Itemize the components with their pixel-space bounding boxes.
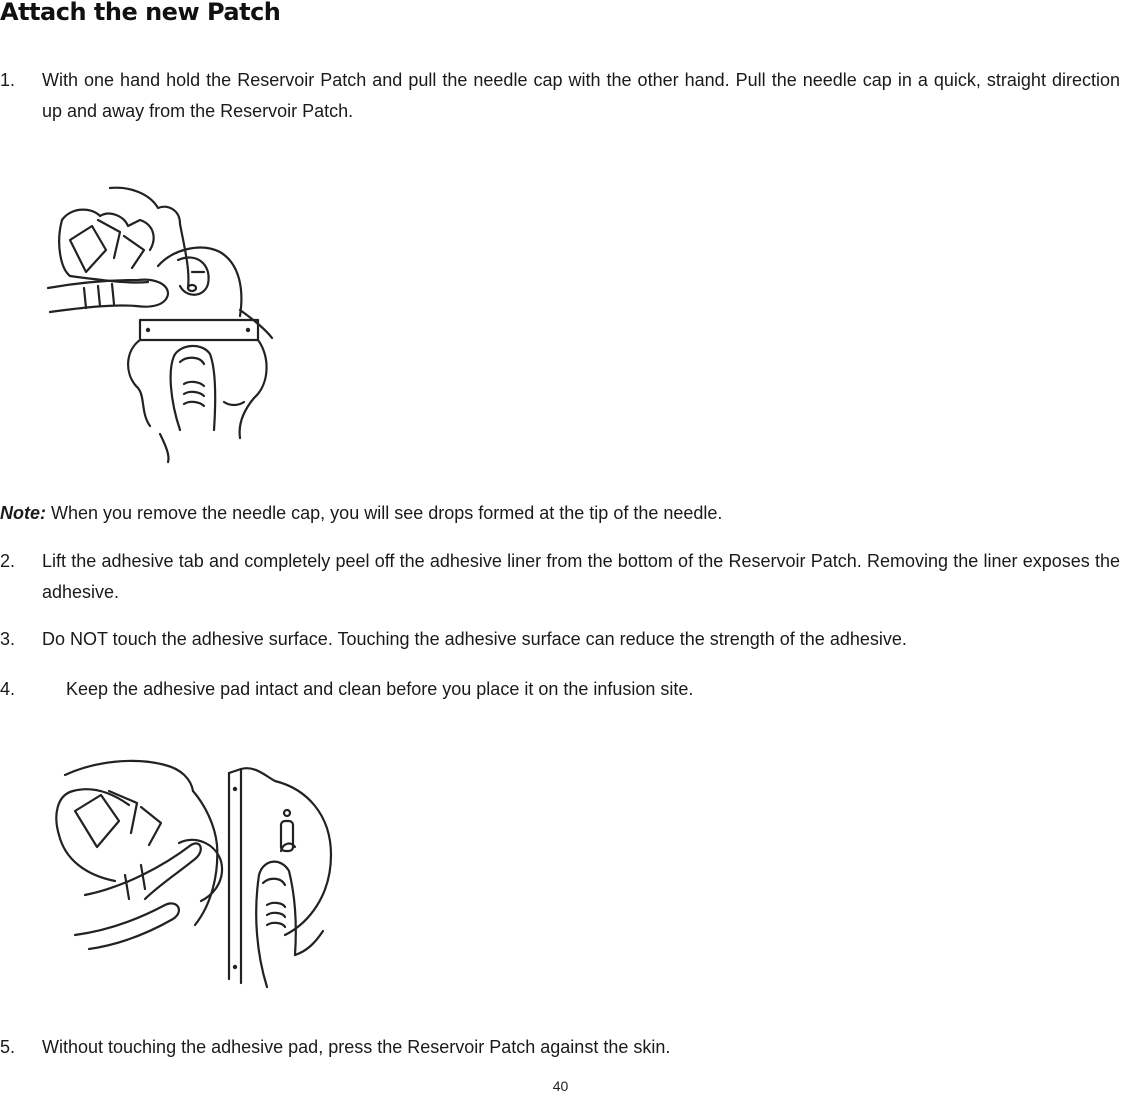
- note-label: Note:: [0, 503, 46, 523]
- step-1: [0, 65, 1120, 127]
- step-text: Do NOT touch the adhesive surface. Touching the adhesive surface can reduce the strength of the adhesive.: [42, 629, 907, 649]
- note-text: When you remove the needle cap, you will see drops formed at the tip of the needle.: [51, 503, 723, 523]
- step-number: 3.: [0, 629, 16, 649]
- illustration-peel-adhesive-liner: [45, 755, 345, 995]
- step-number: 4.: [0, 679, 16, 699]
- hand-holding-patch-icon: [40, 180, 280, 465]
- step-number: 2.: [0, 551, 16, 571]
- illustration-remove-needle-cap: [40, 180, 280, 465]
- step-4: [0, 674, 1120, 705]
- step-text: With one hand hold the Reservoir Patch and pull the needle cap with the other hand. Pull the needle cap in a quick, straight direction up and away from the Reservoir Patch.: [42, 70, 1120, 121]
- page-title: Attach the new Patch: [0, 0, 281, 26]
- step-2: [0, 546, 1120, 608]
- step-number: 5.: [0, 1037, 16, 1057]
- step-3: [0, 624, 1120, 655]
- hand-peeling-liner-icon: [45, 755, 345, 995]
- step-text: Lift the adhesive tab and completely peel off the adhesive liner from the bottom of the Reservoir Patch. Removing the liner exposes the adhesive.: [42, 551, 1120, 602]
- step-text: Without touching the adhesive pad, press the Reservoir Patch against the skin.: [42, 1037, 671, 1057]
- page-number: 40: [552, 1078, 569, 1094]
- step-5: [0, 1032, 1120, 1063]
- step-number: 1.: [0, 70, 16, 90]
- note: [0, 498, 722, 529]
- step-text: Keep the adhesive pad intact and clean before you place it on the infusion site.: [66, 679, 694, 699]
